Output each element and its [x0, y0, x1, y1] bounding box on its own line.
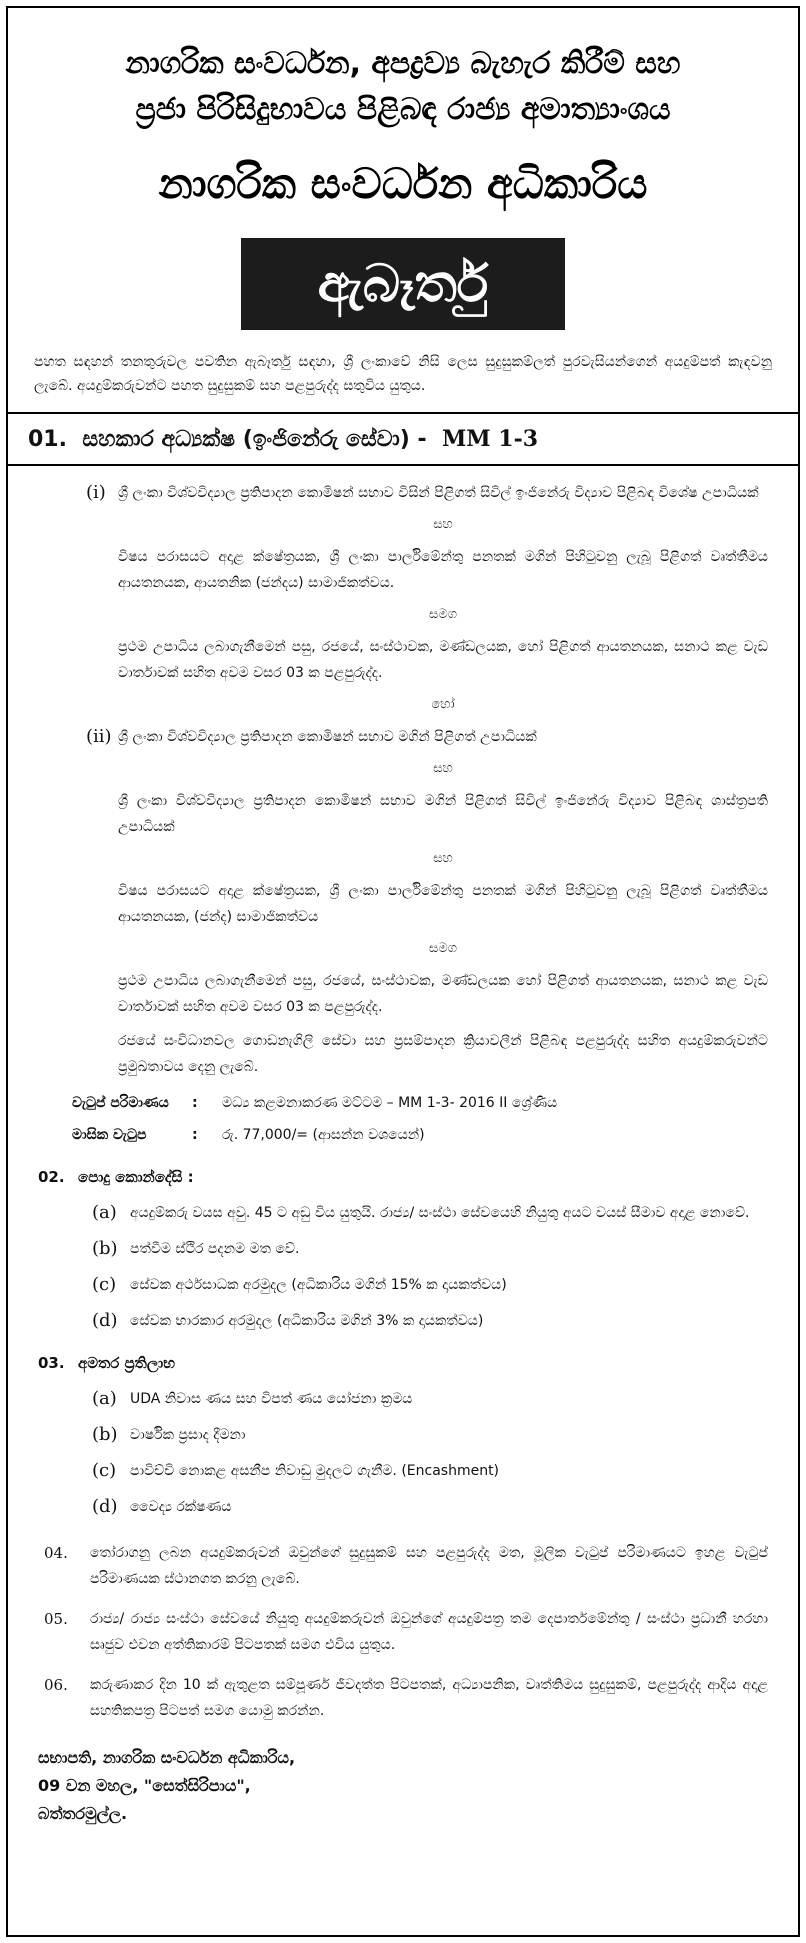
benefit-item — [8, 1386, 798, 1412]
position-title: සහකාර අධ්‍යක්ෂ (ඉංජිනේරු සේවා) - — [82, 427, 427, 452]
item-label: (a) — [92, 1202, 117, 1223]
benefit-item — [8, 1458, 798, 1484]
item-text: වෛද්‍ය රක්ෂණය — [130, 1499, 232, 1515]
address-line-3: බත්තරමුල්ල. — [38, 1804, 128, 1823]
section-number: 02. — [38, 1168, 65, 1186]
salary-colon: : — [192, 1095, 198, 1111]
position-title-bar — [8, 412, 798, 466]
requirement-i-degree: ශ්‍රී ලංකා විශ්වවිද්‍යාල ප්‍රතිපාදන කොමිෂන් සභාව විසින් පිළිගත් සිවිල් ඉංජිනේරු විද්‍යාව පිළිබඳ විශේෂ උපාධියක් — [118, 485, 759, 501]
benefit-item — [8, 1422, 798, 1448]
item-text: සේවක අර්ථසාධක අරමුදල (අධිකාරිය මගින් 15% ක දායකත්වය) — [130, 1277, 507, 1293]
address-line-1: සභාපති, නාගරික සංවර්ධන අධිකාරිය, — [38, 1748, 296, 1767]
item-label: (d) — [92, 1310, 118, 1331]
salary-scale-row — [8, 1090, 798, 1116]
item-label: (c) — [92, 1274, 117, 1295]
benefits-heading — [8, 1350, 798, 1376]
salary-scale-label: වැටුප් පරිමාණය — [72, 1095, 169, 1111]
conjunction-with: සමග — [429, 607, 457, 622]
requirement-i — [8, 480, 798, 686]
note-number: 05. — [44, 1610, 68, 1628]
note-text: කරුණාකර දින 10 ක් ඇතුළත සම්පූර්ණ ජීවදත්ත පිටපතක්, අධ්‍යාපනික, වෘත්තිමය සුදුසුකම්, පළපුරුද්ද ආදිය අදාළ සහතිකපත්‍ර පිටපත් සමග යොමු කරන්න. — [90, 1677, 768, 1719]
monthly-salary-label: මාසික වැටුප — [72, 1127, 147, 1143]
monthly-salary-value: රු. 77,000/= (ආසන්න වශයෙන්) — [222, 1127, 425, 1143]
general-condition-item — [8, 1308, 798, 1334]
item-label: (a) — [92, 1388, 117, 1409]
intro-paragraph: පහත සඳහන් තනතුරුවල පවතින ඇබෑර්තු සඳහා, ශ්‍රී ලංකාවේ නිසි ලෙස සුදුසුකම්ලත් පුරවැසියන්ගෙන් අයදුම්පත් කැඳවනු ලැබේ. අයදුම්කරුවන්ට පහත සුදුසුකම් සහ පළපුරුද්ද සතුවිය යුතුය. — [34, 354, 772, 394]
benefit-item — [8, 1494, 798, 1520]
item-label: (d) — [92, 1496, 118, 1517]
ministry-title-line2: ප්‍රජා පිරිසිදුභාවය පිළිබඳ රාජ්‍ය අමාත්‍යාංශය — [135, 92, 671, 127]
section-number: 03. — [38, 1354, 65, 1372]
note-item — [8, 1672, 798, 1724]
item-text: පත්වීම ස්ථිර පදනම මත වේ. — [130, 1241, 300, 1257]
requirement-ii — [8, 724, 798, 1080]
item-label: (c) — [92, 1460, 117, 1481]
section-title: පොදු කොන්දේසි : — [78, 1168, 194, 1186]
conjunction-with: සමග — [429, 941, 457, 956]
conjunction-and: සහ — [433, 851, 453, 866]
requirement-ii-degree: ශ්‍රී ලංකා විශ්වවිද්‍යාල ප්‍රතිපාදන කොමිෂන් සභාව මගින් පිළිගත් උපාධියක් — [118, 729, 537, 745]
general-condition-item — [8, 1272, 798, 1298]
monthly-salary-row — [8, 1122, 798, 1148]
requirement-i-label: (i) — [86, 482, 106, 503]
requirement-ii-priority: රජයේ සංවිධානවල ගොඩනැගිලි සේවා සහ ප්‍රසම්පාදන ක්‍රියාවලීන් පිළිබඳ පළපුරුද්ද සහිත අයදුම්කරුවන්ට ප්‍රමුඛතාවය දෙනු ලැබේ. — [118, 1033, 768, 1075]
requirement-ii-experience: ප්‍රථම උපාධිය ලබාගැනීමෙන් පසු, රජයේ, සංස්ථාවක, මණ්ඩලයක හෝ පිළිගත් ආයතනයක, සනාථ කළ වැඩ වාර්තාවක් සහිත අවම වසර 03 ක පළපුරුද්ද. — [118, 973, 768, 1015]
authority-title: නාගරික සංවර්ධන අධිකාරිය — [158, 159, 648, 208]
note-text: රාජ්‍ය/ රාජ්‍ය සංස්ථා සේවයේ නියුතු අයදුම්කරුවන් ඔවුන්ගේ අයදුම්පත්‍ර තම දෙපාර්තමේන්තු / සංස්ථා ප්‍රධානී හරහා සෘජුව එවන අත්තිකාරම් පිටපතක් සමග එවිය යුතුය. — [90, 1611, 768, 1653]
conjunction-and: සහ — [433, 517, 453, 532]
salary-colon: : — [192, 1127, 198, 1143]
requirement-ii-label: (ii) — [86, 726, 112, 747]
requirement-ii-membership: විෂය පරාසයට අදාළ ක්ෂේත්‍රයක, ශ්‍රී ලංකා පාර්ලිමේන්තු පනතක් මගින් පිහිටුවනු ලැබූ පිළිගත් වෘත්තීමය ආයතනයක, (ජන්ද) සාමාජිකත්වය — [118, 883, 768, 925]
note-number: 06. — [44, 1676, 68, 1694]
requirement-i-membership: විෂය පරාසයට අදාළ ක්ෂේත්‍රයක, ශ්‍රී ලංකා පාර්ලිමේන්තු පනතක් මගින් පිහිටුවනු ලැබූ පිළිගත් වෘත්තීමය ආයතනයක, ආයතනික (ජන්දය) සාමාජිකත්වය. — [118, 549, 768, 591]
salary-scale-value: මධ්‍ය කළමනාකරණ මට්ටම – MM 1-3- 2016 II ශ්‍රේණිය — [222, 1095, 558, 1111]
address-block — [8, 1744, 798, 1828]
address-line-2: 09 වන මහල, "සෙත්සිරිපාය", — [38, 1776, 251, 1795]
item-text: වාර්ෂික ප්‍රසාද දීමනා — [130, 1427, 246, 1443]
vacancies-banner-wrap — [8, 238, 798, 330]
note-text: තෝරාගනු ලබන අයදුම්කරුවන් ඔවුන්ගේ සුදුසුකම් සහ පළපුරුද්ද මත, මූලික වැටුප් පරිමාණයට ඉහළ වැටුප් පරිමාණයක ස්ථානගත කරනු ලැබේ. — [90, 1545, 768, 1587]
item-text: පාවිච්චි නොකළ අසනීප නිවාඩු මුදලට ගැනීම. (Encashment) — [130, 1463, 500, 1479]
position-grade: MM 1-3 — [441, 426, 539, 452]
note-item — [8, 1606, 798, 1658]
general-condition-item — [8, 1200, 798, 1226]
ministry-title-line1: නාගරික සංවර්ධන, අපද්‍රව්‍ය බැහැර කිරීම් සහ — [125, 46, 681, 81]
requirement-ii-masters: ශ්‍රී ලංකා විශ්වවිද්‍යාල ප්‍රතිපාදන කොමිෂන් සභාව මගින් පිළිගත් සිවිල් ඉංජිනේරු විද්‍යාව පිළිබඳ ශාස්ත්‍රපති උපාධියක් — [118, 793, 768, 835]
general-conditions-heading — [8, 1164, 798, 1190]
note-number: 04. — [44, 1544, 68, 1562]
note-item — [8, 1540, 798, 1592]
item-text: UDA නිවාස ණය සහ විපත් ණය යෝජනා ක්‍රමය — [130, 1391, 413, 1407]
item-label: (b) — [92, 1238, 118, 1259]
section-title: අමතර ප්‍රතිලාභ — [78, 1354, 176, 1372]
item-text: සේවක භාරකාර අරමුදල (අධිකාරිය මගින් 3% ක දායකත්වය) — [130, 1313, 484, 1329]
requirement-i-experience: ප්‍රථම උපාධිය ලබාගැනීමෙන් පසු, රජයේ, සංස්ථාවක, මණ්ඩලයක, හෝ පිළිගත් ආයතනයක, සනාථ කළ වැඩ වාර්තාවක් සහිත අවම වසර 03 ක පළපුරුද්ද. — [118, 639, 768, 681]
conjunction-and: සහ — [433, 761, 453, 776]
item-text: අයදුම්කරු වයස අවු. 45 ට අඩු විය යුතුයි. රාජ්‍ය/ සංස්ථා සේවයෙහි නියුතු අයට වයස් සීමාව අදාළ නොවේ. — [130, 1205, 750, 1221]
general-condition-item — [8, 1236, 798, 1262]
advertisement-frame — [6, 6, 800, 1937]
item-label: (b) — [92, 1424, 118, 1445]
vacancies-banner: ඇබෑර්තු — [241, 238, 565, 330]
conjunction-or: හෝ — [431, 697, 455, 712]
position-number: 01. — [28, 427, 67, 452]
